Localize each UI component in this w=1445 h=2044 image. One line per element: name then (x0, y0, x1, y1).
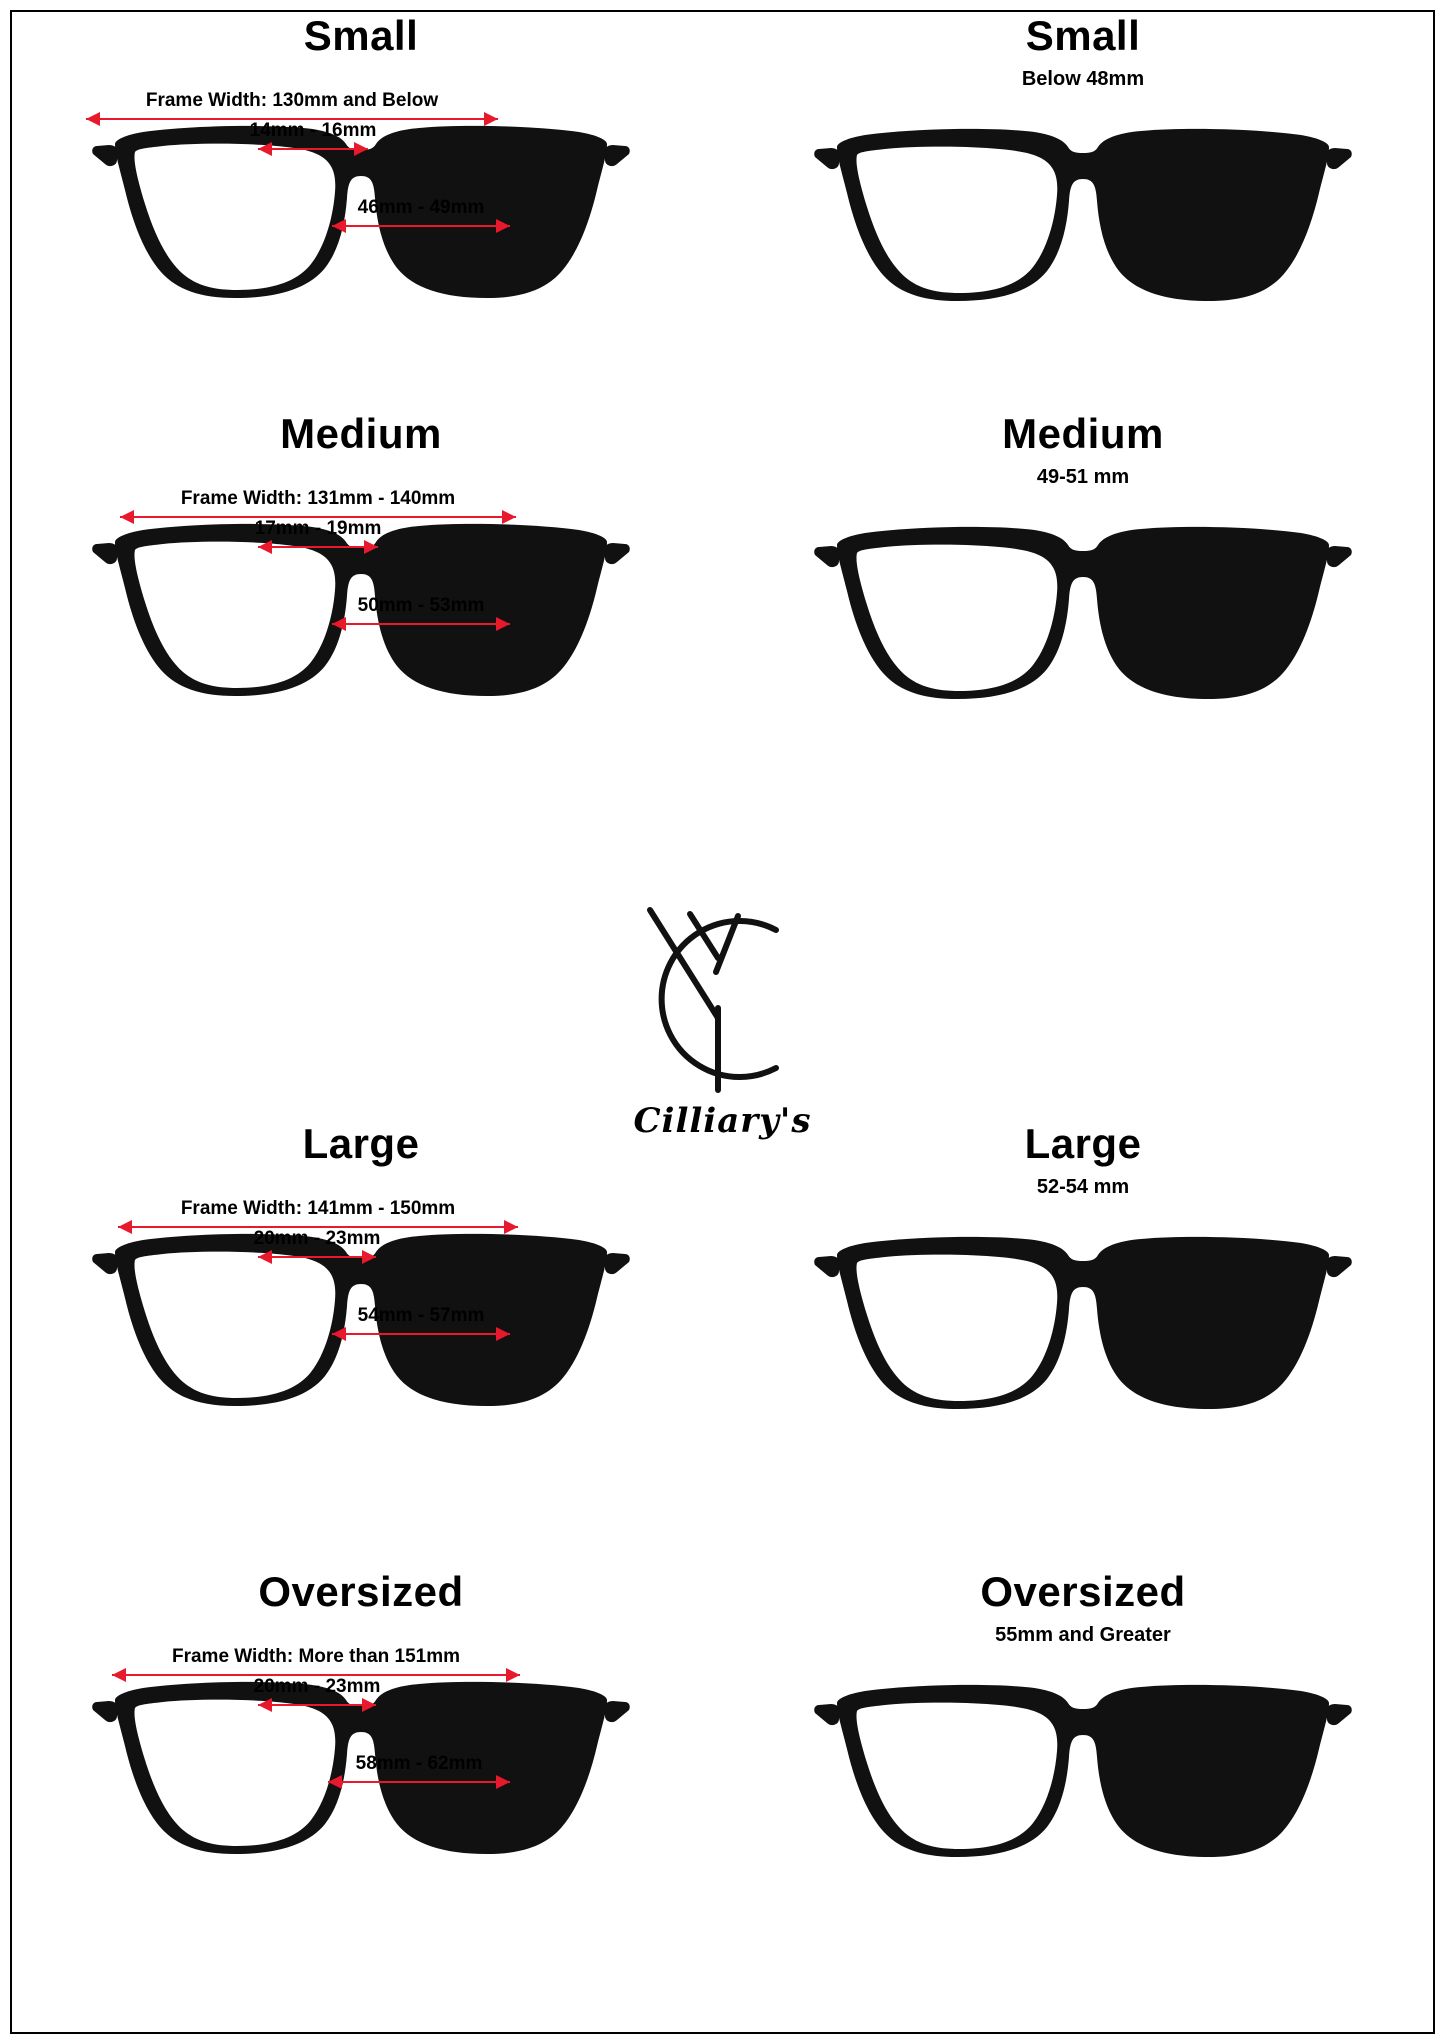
glasses-illustration (722, 1213, 1444, 1413)
arrow-head-right-icon (496, 1327, 510, 1341)
section-title: Large (302, 1120, 420, 1167)
eyeglasses-icon (813, 1661, 1353, 1861)
arrow-head-right-icon (362, 1250, 376, 1264)
arrow-head-left-icon (258, 1250, 272, 1264)
arrow-head-right-icon (354, 142, 368, 156)
arrow-head-left-icon (332, 1327, 346, 1341)
lens-width-label: 54mm - 57mm (357, 1305, 485, 1326)
lens-measure-label: 52-54 mm (1036, 1176, 1130, 1199)
bridge-arrow (258, 148, 368, 150)
section-large-frame-width (0, 1122, 722, 1410)
arrow-head-right-icon (364, 540, 378, 554)
glasses-illustration (722, 105, 1444, 305)
section-small-lens-width (722, 14, 1444, 305)
section-title: Medium (1002, 410, 1164, 457)
bridge-label: 17mm - 19mm (254, 518, 382, 539)
section-large-lens-width (722, 1122, 1444, 1413)
lens-width-arrow (328, 1781, 510, 1783)
arrow-head-right-icon (496, 1775, 510, 1789)
arrow-head-left-icon (332, 617, 346, 631)
arrow-head-left-icon (258, 1698, 272, 1712)
arrow-head-right-icon (496, 617, 510, 631)
bridge-label: 14mm - 16mm (249, 120, 377, 141)
bridge-arrow (258, 1256, 376, 1258)
arrow-head-right-icon (504, 1220, 518, 1234)
arrow-head-right-icon (362, 1698, 376, 1712)
glasses-illustration (722, 503, 1444, 703)
brand-name: Cilliary's (633, 1101, 812, 1141)
bridge-arrow (258, 1704, 376, 1706)
arrow-head-left-icon (118, 1220, 132, 1234)
frame-width-label: Frame Width: More than 151mm (171, 1646, 461, 1667)
bridge-label: 20mm - 23mm (253, 1228, 381, 1249)
arrow-head-left-icon (332, 219, 346, 233)
section-small-frame-width (0, 14, 722, 302)
eyeglasses-icon (813, 105, 1353, 305)
arrow-head-left-icon (328, 1775, 342, 1789)
section-title: Small (303, 12, 419, 59)
lens-measure-label: 55mm and Greater (995, 1624, 1171, 1647)
section-oversized-lens-width (722, 1570, 1444, 1861)
section-title: Oversized (980, 1568, 1186, 1615)
section-medium-lens-width (722, 412, 1444, 703)
glasses-illustration (722, 1661, 1444, 1861)
lens-measure-label: 49-51 mm (1036, 466, 1130, 489)
arrow-head-right-icon (506, 1668, 520, 1682)
lens-measure-label: Below 48mm (1021, 68, 1145, 91)
section-oversized-frame-width (0, 1570, 722, 1858)
lens-width-label: 50mm - 53mm (357, 595, 485, 616)
arrow-head-left-icon (86, 112, 100, 126)
cy-monogram-icon (598, 900, 848, 1100)
section-title: Large (1024, 1120, 1142, 1167)
section-title: Oversized (258, 1568, 464, 1615)
eyeglasses-icon (813, 503, 1353, 703)
bridge-arrow (258, 546, 378, 548)
arrow-head-left-icon (112, 1668, 126, 1682)
frame-width-label: Frame Width: 130mm and Below (145, 90, 439, 111)
arrow-head-left-icon (120, 510, 134, 524)
section-medium-frame-width (0, 412, 722, 700)
bridge-label: 20mm - 23mm (253, 1676, 381, 1697)
lens-width-arrow (332, 225, 510, 227)
frame-width-label: Frame Width: 141mm - 150mm (180, 1198, 456, 1219)
arrow-head-left-icon (258, 142, 272, 156)
brand-logo (593, 900, 853, 1141)
lens-width-label: 58mm - 62mm (355, 1753, 483, 1774)
section-title: Medium (280, 410, 442, 457)
eyeglasses-icon (813, 1213, 1353, 1413)
lens-width-arrow (332, 623, 510, 625)
arrow-head-right-icon (484, 112, 498, 126)
section-title: Small (1025, 12, 1141, 59)
arrow-head-left-icon (258, 540, 272, 554)
lens-width-arrow (332, 1333, 510, 1335)
arrow-head-right-icon (496, 219, 510, 233)
frame-width-label: Frame Width: 131mm - 140mm (180, 488, 456, 509)
lens-width-label: 46mm - 49mm (357, 197, 485, 218)
arrow-head-right-icon (502, 510, 516, 524)
